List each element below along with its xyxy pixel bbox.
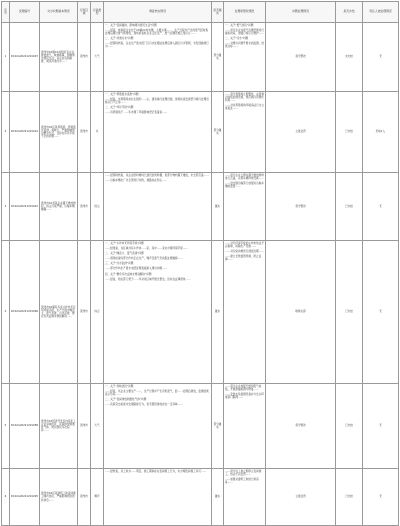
cell-code: D1SXA20221201007 (10, 23, 40, 92)
cell-issue: 滨州市XX镇XX村附近有企业排放废气，味道刺鼻，影响周边居民生活；该企业夜间偷排，周边河道污水…… (40, 23, 78, 92)
survey-text: ……该养殖场于……年办理了环境影响登记表备案…… (105, 111, 168, 115)
cell-result: 责令整改 (266, 173, 336, 241)
cell-issue: 滨州市XX经济开发区内某化工企业异味扰民，夜间排放刺激性气体，周边居民多次投诉…… (40, 384, 78, 469)
handling-text: ……县交通运输部门加强对运输车辆的监管…… (225, 182, 264, 189)
cell-code: D1SXA20221201042 (10, 173, 40, 241)
cell-type: 大气 (91, 384, 104, 469)
cell-no: 3 (2, 173, 10, 241)
survey-text: ……夜间突击检查未发现偷排行为，但无组织排放存在一定异味…… (105, 403, 183, 407)
cell-result: 取缔关停 (266, 241, 336, 384)
cell-punish: 约谈1人 (363, 92, 399, 173)
cell-code: D1SXA20221201024 (10, 92, 40, 173)
survey-text: 二、关于"噪音大、废气直排"问题 (105, 252, 144, 256)
table-row (2, 92, 399, 173)
cell-closed: 未办结 (336, 23, 363, 92)
survey-text: 一、关于"异味扰民"问题 (105, 385, 134, 388)
table-row (2, 241, 399, 384)
cell-survey (104, 23, 212, 92)
cell-issue: 滨州市XX镇有多家小作坊无任何环保手续，生产过程中噪音大，废气直排，污水乱排，群众多次反映未得到解决…… (40, 241, 78, 384)
survey-text: 一、关于"小作坊无环保手续"问题 (105, 242, 144, 245)
survey-text: 一、关于"养殖废水直排"问题 (105, 93, 139, 96)
cell-no: 4 (2, 241, 10, 384)
survey-text: 一、关于"夜间偷排，影响周边居民生活"问题 (105, 24, 157, 27)
survey-text: ……经现场核查，该企业原料堆场已建设封闭料棚，但部分物料露天堆放，未全部苫盖…… (105, 174, 209, 177)
cell-valid: 部分属实 (212, 92, 224, 173)
header-punish: 责任人被处理情况 (363, 2, 399, 23)
cell-handling (224, 241, 266, 384)
cell-valid: 属实 (212, 173, 224, 241)
cell-region: 滨州市 (78, 241, 91, 384)
survey-text: ……经查，该企业主要生产……，生产过程中产生有机废气，经……处理后排放，监测结果显示达标…… (105, 390, 209, 397)
cell-no: 2 (2, 92, 10, 173)
header-closed: 是否办结 (336, 2, 363, 23)
cell-handling (224, 23, 266, 92)
handling-text: ……安装在线监测设备并与生态环境部门联网…… (225, 393, 264, 400)
cell-type: 大气 (91, 23, 104, 92)
cell-type: 综合 (91, 241, 104, 384)
survey-text: ……经现场核查，企业生产废水经厂区污水处理站处理后排入园区污水管网，未发现偷排行为…… (105, 42, 209, 49)
handling-text: ……责令养殖场立即整改，完善粪污收集处理设施，规范粪污资源化利用…… (225, 93, 264, 103)
survey-text: ……现场检查时部分作坊正在生产，噪声及废气无收集处理措施…… (105, 257, 183, 261)
cell-survey (104, 241, 212, 384)
header-issue: 交办问题基本情况 (40, 2, 78, 23)
handling-text: ……加强对建筑工地的日常巡查…… (225, 478, 259, 485)
cell-closed: 已办结 (336, 384, 363, 469)
cell-survey (104, 469, 212, 526)
survey-text: ……经查，被举报企业位于XX镇XX村东侧，主要从事……，生产过程中产生的废气经收集处理后通过排气筒排放，现场检查时企业正在生产，废气治理设施正常运行…… (105, 29, 209, 36)
survey-text: 三、关于"污水乱排"问题 (105, 262, 134, 266)
cell-result: 立案处罚 (266, 92, 336, 173)
cell-punish: 无 (363, 241, 399, 384)
cell-closed: 已办结 (336, 469, 363, 526)
table-row (2, 173, 399, 241)
table-header-row (2, 2, 399, 23)
cell-issue: 滨州市XX县某企业露天堆放物料，扬尘污染严重，运输车辆撒漏…… (40, 173, 78, 241)
complaint-table (1, 1, 399, 526)
cell-handling (224, 384, 266, 469)
handling-text: ……对无环保手续的小作坊依法予以取缔，拆除生产设施…… (225, 242, 264, 249)
handling-text: ……责令企业加强无组织废气收集，开展泄漏检测与修复…… (225, 385, 262, 392)
cell-survey (104, 384, 212, 469)
survey-text: ……经排查，该区域共有小作坊……家，其中……家未办理环保手续…… (105, 247, 188, 251)
cell-punish: 无 (363, 469, 399, 526)
cell-result: 责令整改 (266, 23, 336, 92)
cell-closed: 已办结 (336, 173, 363, 241)
cell-region: 滨州市 (78, 173, 91, 241)
header-survey: 调查核实情况 (104, 2, 212, 23)
cell-region: 滨州市 (78, 469, 91, 526)
header-handling: 处理和整改情况 (224, 2, 266, 23)
cell-issue: 滨州市XX区某建筑工地夜间施工噪声扰民，严重影响周边居民休息…… (40, 469, 78, 526)
cell-code: D1SXA20221201066 (10, 241, 40, 384)
complaint-table-page (0, 1, 400, 502)
handling-text: 一、关于"废气扰民"问题 (225, 24, 254, 27)
cell-survey (104, 173, 212, 241)
cell-closed: 已办结 (336, 92, 363, 173)
cell-handling (224, 92, 266, 173)
cell-punish: 无 (363, 384, 399, 469)
table-row (2, 23, 399, 92)
survey-text: ……经查，该养殖场存栏生猪约……头，建有粪污处理设施，现场检查发现部分粪污处理设施运行不正常…… (105, 98, 209, 105)
cell-result: 责令整改 (266, 384, 336, 469)
header-result: 问题处理情况 (266, 2, 336, 23)
cell-no: 5 (2, 384, 10, 469)
cell-no: 6 (2, 469, 10, 526)
cell-type: 水 (91, 92, 104, 173)
survey-text: ……经查，相关部门曾于……年对该区域开展过整治，但存在反弹现象…… (105, 277, 191, 281)
handling-text: ……对周边河道开展水质监测，结果达标…… (225, 42, 264, 49)
cell-issue: 滨州市XX区某养殖场，养殖废水直排，臭味大，严重影响周边群众生活，且存在环评手续不全的问题…… (40, 92, 78, 173)
survey-text: ……经核查，该工地为……项目，施工期间存在夜间施工行为，未办理夜间施工许可…… (105, 470, 207, 473)
survey-text: 二、关于"河道污水"问题 (105, 37, 134, 41)
handling-text: ……对该养殖场的环境违法行为立案查处…… (225, 104, 264, 111)
table-row (2, 384, 399, 469)
cell-code: D1SXA20221201089 (10, 384, 40, 469)
survey-text: 二、关于"夜间排放刺激性气体"问题 (105, 398, 147, 402)
handling-text: ……责令企业立即对露天堆放物料进行苫盖，完善车辆冲洗设施…… (225, 174, 264, 181)
handling-text: ……责令企业对废气治理设施进行提标改造，加强日常运行维护…… (225, 29, 264, 36)
cell-region: 滨州市 (78, 384, 91, 469)
header-region: 行政区域 (78, 2, 91, 23)
cell-valid: 属实 (212, 241, 224, 384)
header-valid: 是否属实 (212, 2, 224, 23)
cell-punish: 无 (363, 173, 399, 241)
cell-closed: 已办结 (336, 241, 363, 384)
header-code: 受理编号 (10, 2, 40, 23)
handling-text: ……建立长效监管机制，防止反弹…… (225, 255, 262, 262)
table-row (2, 469, 399, 526)
cell-valid: 部分属实 (212, 384, 224, 469)
handling-text: ……责令该工地立即停止夜间施工，依法予以处罚…… (225, 470, 262, 477)
cell-region: 滨州市 (78, 23, 91, 92)
handling-text: ……对污染沟渠进行清淤治理…… (225, 250, 264, 254)
survey-text: 二、关于"环评手续"问题 (105, 106, 134, 110)
cell-type: 噪声 (91, 469, 104, 526)
cell-type: 扬尘 (91, 173, 104, 241)
cell-valid: 部分属实 (212, 23, 224, 92)
cell-punish: 无 (363, 23, 399, 92)
header-no: 序号 (2, 2, 10, 23)
cell-survey (104, 92, 212, 173)
cell-region: 滨州市 (78, 92, 91, 173)
survey-text: ……运输车辆出厂未全部进行冲洗，道路存在积尘…… (105, 179, 168, 183)
header-type: 污染类型 (91, 2, 104, 23)
cell-code: D1SXA20221201095 (10, 469, 40, 526)
survey-text: ……部分作坊生产废水未经处理直接排入周边沟渠…… (105, 267, 168, 271)
cell-no: 1 (2, 23, 10, 92)
handling-text: 二、关于"污水"问题 (225, 37, 249, 41)
cell-handling (224, 469, 266, 526)
survey-text: 四、关于"群众多次反映未得到解决"问题 (105, 272, 152, 276)
cell-result: 立案处罚 (266, 469, 336, 526)
cell-valid: 属实 (212, 469, 224, 526)
cell-handling (224, 173, 266, 241)
